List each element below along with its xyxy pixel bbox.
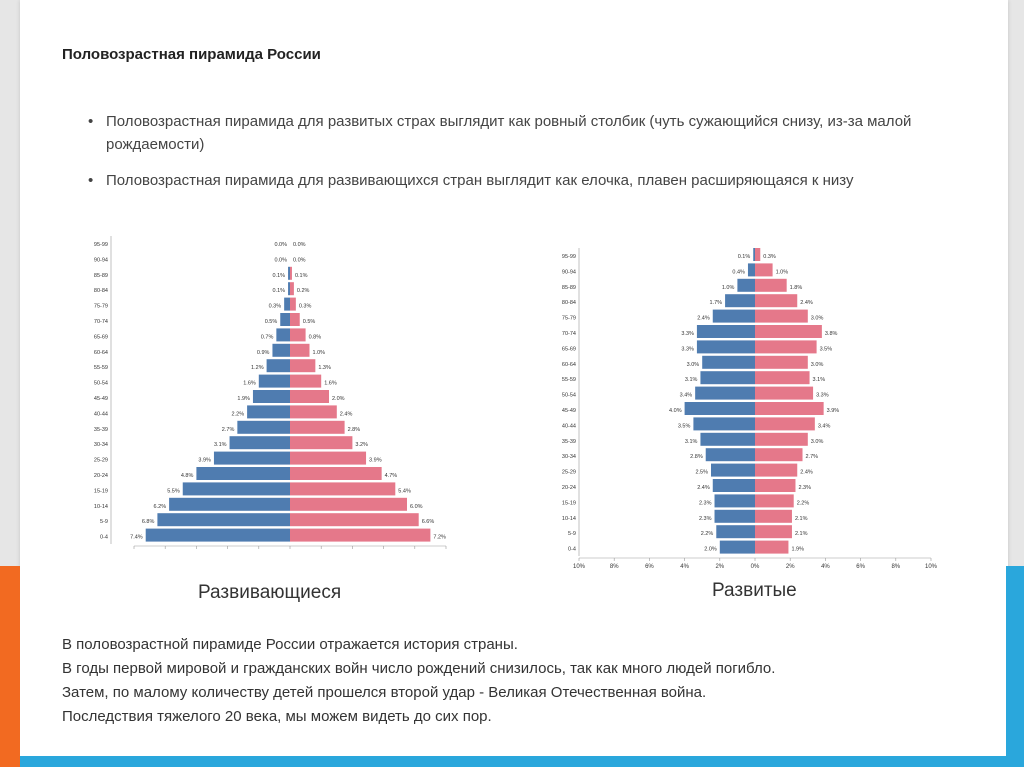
female-bar xyxy=(755,356,808,369)
x-tick-label: 4% xyxy=(821,564,830,570)
male-bar xyxy=(259,375,290,388)
category-label: 30-34 xyxy=(561,454,576,461)
male-bar xyxy=(685,402,755,415)
male-bar xyxy=(247,405,290,418)
male-data-label: 1.0% xyxy=(721,284,735,291)
accent-bar-left xyxy=(0,566,20,767)
category-label: 25-29 xyxy=(561,469,576,476)
x-tick-label: 6% xyxy=(856,564,865,570)
female-bar xyxy=(290,529,430,542)
category-label: 90-94 xyxy=(93,257,108,264)
male-data-label: 6.8% xyxy=(141,519,155,526)
category-label: 35-39 xyxy=(93,426,108,433)
male-bar xyxy=(288,282,290,295)
category-label: 90-94 xyxy=(561,269,576,276)
male-bar xyxy=(146,529,290,542)
male-bar xyxy=(702,356,755,369)
male-data-label: 0.1% xyxy=(272,272,286,279)
x-tick-label: 2% xyxy=(715,564,725,570)
female-data-label: 3.5% xyxy=(819,346,833,353)
male-bar xyxy=(183,482,290,495)
male-bar xyxy=(748,263,755,276)
male-data-label: 5.5% xyxy=(167,488,180,495)
x-tick-label: 6% xyxy=(645,564,654,570)
male-data-label: 4.0% xyxy=(669,408,682,414)
category-label: 25-29 xyxy=(93,457,108,464)
female-bar xyxy=(290,482,395,495)
category-label: 30-34 xyxy=(93,442,108,449)
female-data-label: 0.5% xyxy=(302,319,316,325)
female-data-label: 3.2% xyxy=(355,442,368,449)
female-bar xyxy=(755,263,773,276)
footer-line: Затем, по малому количеству детей прошелся второй удар - Великая Отечественная война. xyxy=(62,684,707,701)
male-data-label: 0.1% xyxy=(737,254,751,260)
x-tick-label: 0% xyxy=(750,564,760,570)
female-bar xyxy=(755,510,792,523)
female-data-label: 3.9% xyxy=(826,408,840,414)
category-label: 95-99 xyxy=(93,242,108,248)
female-bar xyxy=(290,375,321,388)
female-data-label: 1.8% xyxy=(789,284,803,291)
male-bar xyxy=(720,541,755,554)
male-data-label: 0.1% xyxy=(272,288,286,295)
x-tick-label: 2% xyxy=(785,564,795,570)
category-label: 75-79 xyxy=(93,303,108,310)
female-data-label: 2.1% xyxy=(794,531,808,538)
female-bar xyxy=(290,282,294,295)
male-bar xyxy=(284,298,290,311)
category-label: 85-89 xyxy=(93,272,108,279)
male-bar xyxy=(715,510,755,523)
female-data-label: 0.2% xyxy=(296,288,310,295)
male-data-label: 2.2% xyxy=(700,531,714,538)
category-label: 55-59 xyxy=(93,365,108,372)
male-bar xyxy=(737,279,755,292)
female-data-label: 2.7% xyxy=(805,454,819,461)
category-label: 5-9 xyxy=(100,519,108,526)
male-data-label: 2.3% xyxy=(698,515,712,522)
female-data-label: 1.0% xyxy=(312,349,326,356)
male-data-label: 2.4% xyxy=(697,485,710,491)
male-bar xyxy=(157,513,290,526)
female-data-label: 6.0% xyxy=(410,503,423,510)
female-data-label: 2.3% xyxy=(798,485,812,491)
category-label: 60-64 xyxy=(561,361,576,368)
accent-bar-bottom xyxy=(20,756,1024,767)
category-label: 80-84 xyxy=(93,288,108,295)
male-bar xyxy=(700,433,755,446)
male-bar xyxy=(725,294,755,307)
female-data-label: 2.4% xyxy=(800,469,813,476)
category-label: 10-14 xyxy=(561,515,576,522)
female-bar xyxy=(755,294,797,307)
male-bar xyxy=(697,325,755,338)
female-data-label: 1.6% xyxy=(324,380,337,387)
female-bar xyxy=(755,402,824,415)
male-data-label: 3.5% xyxy=(677,423,691,430)
female-bar xyxy=(290,359,315,372)
male-data-label: 3.4% xyxy=(679,392,693,399)
male-data-label: 3.9% xyxy=(198,457,211,464)
female-data-label: 6.6% xyxy=(421,519,435,526)
female-bar xyxy=(755,325,822,338)
category-label: 20-24 xyxy=(93,473,108,479)
male-bar xyxy=(693,417,755,430)
male-data-label: 3.1% xyxy=(684,377,698,384)
female-data-label: 3.3% xyxy=(816,392,829,399)
male-bar xyxy=(288,267,290,280)
category-label: 50-54 xyxy=(561,392,576,399)
chart-caption-developed: Развитые xyxy=(712,580,797,601)
category-label: 75-79 xyxy=(561,315,576,322)
female-bar xyxy=(290,298,296,311)
male-data-label: 2.8% xyxy=(690,454,703,461)
page-title: Половозрастная пирамида России xyxy=(62,46,321,63)
male-bar xyxy=(700,371,755,384)
category-label: 50-54 xyxy=(93,380,108,387)
female-data-label: 0.3% xyxy=(763,254,776,260)
category-label: 35-39 xyxy=(561,438,576,445)
female-data-label: 3.1% xyxy=(812,377,826,384)
bullet-icon: • xyxy=(88,113,94,130)
male-bar xyxy=(280,313,290,326)
male-data-label: 0.3% xyxy=(268,303,282,310)
female-bar xyxy=(755,541,788,554)
male-data-label: 0.9% xyxy=(256,349,270,356)
bullet-item xyxy=(86,169,946,192)
category-label: 5-9 xyxy=(568,531,576,538)
category-label: 65-69 xyxy=(93,334,108,341)
female-data-label: 0.0% xyxy=(293,242,306,248)
male-data-label: 3.1% xyxy=(214,442,227,449)
x-tick-label: 8% xyxy=(891,564,901,570)
male-data-label: 0.7% xyxy=(260,334,274,341)
female-data-label: 7.2% xyxy=(433,534,446,541)
category-label: 40-44 xyxy=(93,411,108,418)
male-data-label: 2.0% xyxy=(704,546,717,553)
footer-line: В годы первой мировой и гражданских войн число рождений снизилось, так как много людей погибло. xyxy=(62,660,776,677)
female-bar xyxy=(755,248,760,261)
female-bar xyxy=(290,405,337,418)
x-tick-label: 4% xyxy=(680,564,689,570)
bullet-text: Половозрастная пирамида для развитых страх выглядит как ровный столбик (чуть сужающийся снизу, из-за малой рождаемости) xyxy=(106,113,912,153)
accent-bar-right xyxy=(1006,566,1024,756)
male-bar xyxy=(716,525,755,538)
male-bar xyxy=(272,344,290,357)
male-bar xyxy=(276,328,290,341)
male-data-label: 0.0% xyxy=(274,242,287,248)
category-label: 45-49 xyxy=(561,408,576,414)
male-bar xyxy=(267,359,290,372)
male-data-label: 0.5% xyxy=(264,319,278,325)
x-tick-label: 10% xyxy=(572,564,586,570)
category-label: 15-19 xyxy=(561,500,576,507)
female-data-label: 3.9% xyxy=(369,457,382,464)
male-bar xyxy=(237,421,290,434)
female-bar xyxy=(290,421,345,434)
male-data-label: 1.7% xyxy=(709,300,723,307)
male-bar xyxy=(169,498,290,511)
female-data-label: 3.0% xyxy=(810,438,824,445)
female-data-label: 2.0% xyxy=(332,396,345,402)
category-label: 0-4 xyxy=(568,546,576,553)
male-data-label: 6.2% xyxy=(153,503,167,510)
female-data-label: 2.2% xyxy=(796,500,810,507)
male-bar xyxy=(196,467,290,480)
female-bar xyxy=(290,452,366,465)
female-bar xyxy=(755,371,810,384)
category-label: 70-74 xyxy=(93,319,108,325)
female-bar xyxy=(755,494,794,507)
female-data-label: 5.4% xyxy=(398,488,411,495)
male-data-label: 2.3% xyxy=(698,500,712,507)
female-bar xyxy=(290,513,419,526)
pyramid-chart-developing xyxy=(88,232,478,574)
male-data-label: 3.0% xyxy=(686,361,700,368)
female-data-label: 2.4% xyxy=(339,411,353,418)
female-data-label: 3.0% xyxy=(810,315,824,322)
category-label: 55-59 xyxy=(561,377,576,384)
female-data-label: 2.4% xyxy=(800,300,813,307)
female-data-label: 1.9% xyxy=(791,546,804,553)
female-data-label: 0.3% xyxy=(298,303,312,310)
male-data-label: 7.4% xyxy=(130,534,143,541)
bullet-icon: • xyxy=(88,172,94,189)
male-bar xyxy=(214,452,290,465)
female-bar xyxy=(755,279,787,292)
footer-text xyxy=(62,633,962,729)
male-bar xyxy=(753,248,755,261)
male-bar xyxy=(697,340,755,353)
female-data-label: 4.7% xyxy=(384,473,398,479)
bullet-text: Половозрастная пирамида для развивающихся стран выглядит как елочка, плавен расширяющаяся к низу xyxy=(106,172,854,189)
female-bar xyxy=(290,498,407,511)
female-data-label: 2.8% xyxy=(347,426,361,433)
female-bar xyxy=(290,267,292,280)
category-label: 85-89 xyxy=(561,284,576,291)
category-label: 15-19 xyxy=(93,488,108,495)
male-bar xyxy=(711,464,755,477)
male-bar xyxy=(715,494,755,507)
male-data-label: 2.7% xyxy=(221,426,235,433)
category-label: 40-44 xyxy=(561,423,576,430)
female-bar xyxy=(755,387,813,400)
female-bar xyxy=(755,448,803,461)
female-data-label: 0.0% xyxy=(293,257,306,264)
footer-line: В половозрастной пирамиде России отражается история страны. xyxy=(62,636,518,653)
male-bar xyxy=(695,387,755,400)
female-bar xyxy=(755,417,815,430)
male-data-label: 4.8% xyxy=(180,473,194,479)
bullet-item xyxy=(86,110,946,156)
category-label: 95-99 xyxy=(561,254,576,260)
female-bar xyxy=(290,390,329,403)
female-data-label: 2.1% xyxy=(794,515,808,522)
category-label: 45-49 xyxy=(93,396,108,402)
male-bar xyxy=(706,448,755,461)
female-bar xyxy=(755,340,817,353)
female-bar xyxy=(290,467,382,480)
footer-line: Последствия тяжелого 20 века, мы можем видеть до сих пор. xyxy=(62,708,492,725)
female-bar xyxy=(755,464,797,477)
male-data-label: 3.3% xyxy=(681,346,694,353)
male-data-label: 3.3% xyxy=(681,331,694,337)
male-data-label: 0.4% xyxy=(732,269,745,276)
female-data-label: 0.1% xyxy=(294,272,308,279)
chart-caption-developing: Развивающиеся xyxy=(198,582,342,603)
female-bar xyxy=(755,310,808,323)
male-data-label: 0.0% xyxy=(274,257,287,264)
male-bar xyxy=(253,390,290,403)
male-data-label: 1.9% xyxy=(237,396,250,402)
category-label: 80-84 xyxy=(561,300,576,307)
female-data-label: 3.8% xyxy=(824,331,838,337)
female-bar xyxy=(755,525,792,538)
female-data-label: 3.0% xyxy=(810,361,824,368)
male-data-label: 1.6% xyxy=(243,380,256,387)
female-data-label: 3.4% xyxy=(817,423,831,430)
category-label: 20-24 xyxy=(561,485,576,491)
category-label: 0-4 xyxy=(100,534,108,541)
female-bar xyxy=(755,479,795,492)
category-label: 65-69 xyxy=(561,346,576,353)
female-data-label: 1.3% xyxy=(318,365,331,372)
male-data-label: 2.2% xyxy=(231,411,245,418)
male-data-label: 1.2% xyxy=(251,365,264,372)
male-data-label: 2.5% xyxy=(695,469,708,476)
female-bar xyxy=(290,313,300,326)
female-data-label: 1.0% xyxy=(775,269,789,276)
category-label: 70-74 xyxy=(561,331,576,337)
category-label: 60-64 xyxy=(93,349,108,356)
bullet-list xyxy=(86,110,946,205)
male-bar xyxy=(230,436,290,449)
male-data-label: 3.1% xyxy=(684,438,698,445)
female-bar xyxy=(290,436,352,449)
female-bar xyxy=(290,344,310,357)
female-bar xyxy=(755,433,808,446)
male-bar xyxy=(713,310,755,323)
pyramid-chart-developed xyxy=(556,240,948,576)
x-tick-label: 10% xyxy=(924,564,938,570)
x-tick-label: 8% xyxy=(609,564,619,570)
female-data-label: 0.8% xyxy=(308,334,322,341)
female-bar xyxy=(290,328,306,341)
category-label: 10-14 xyxy=(93,503,108,510)
male-bar xyxy=(713,479,755,492)
male-data-label: 2.4% xyxy=(697,315,710,322)
